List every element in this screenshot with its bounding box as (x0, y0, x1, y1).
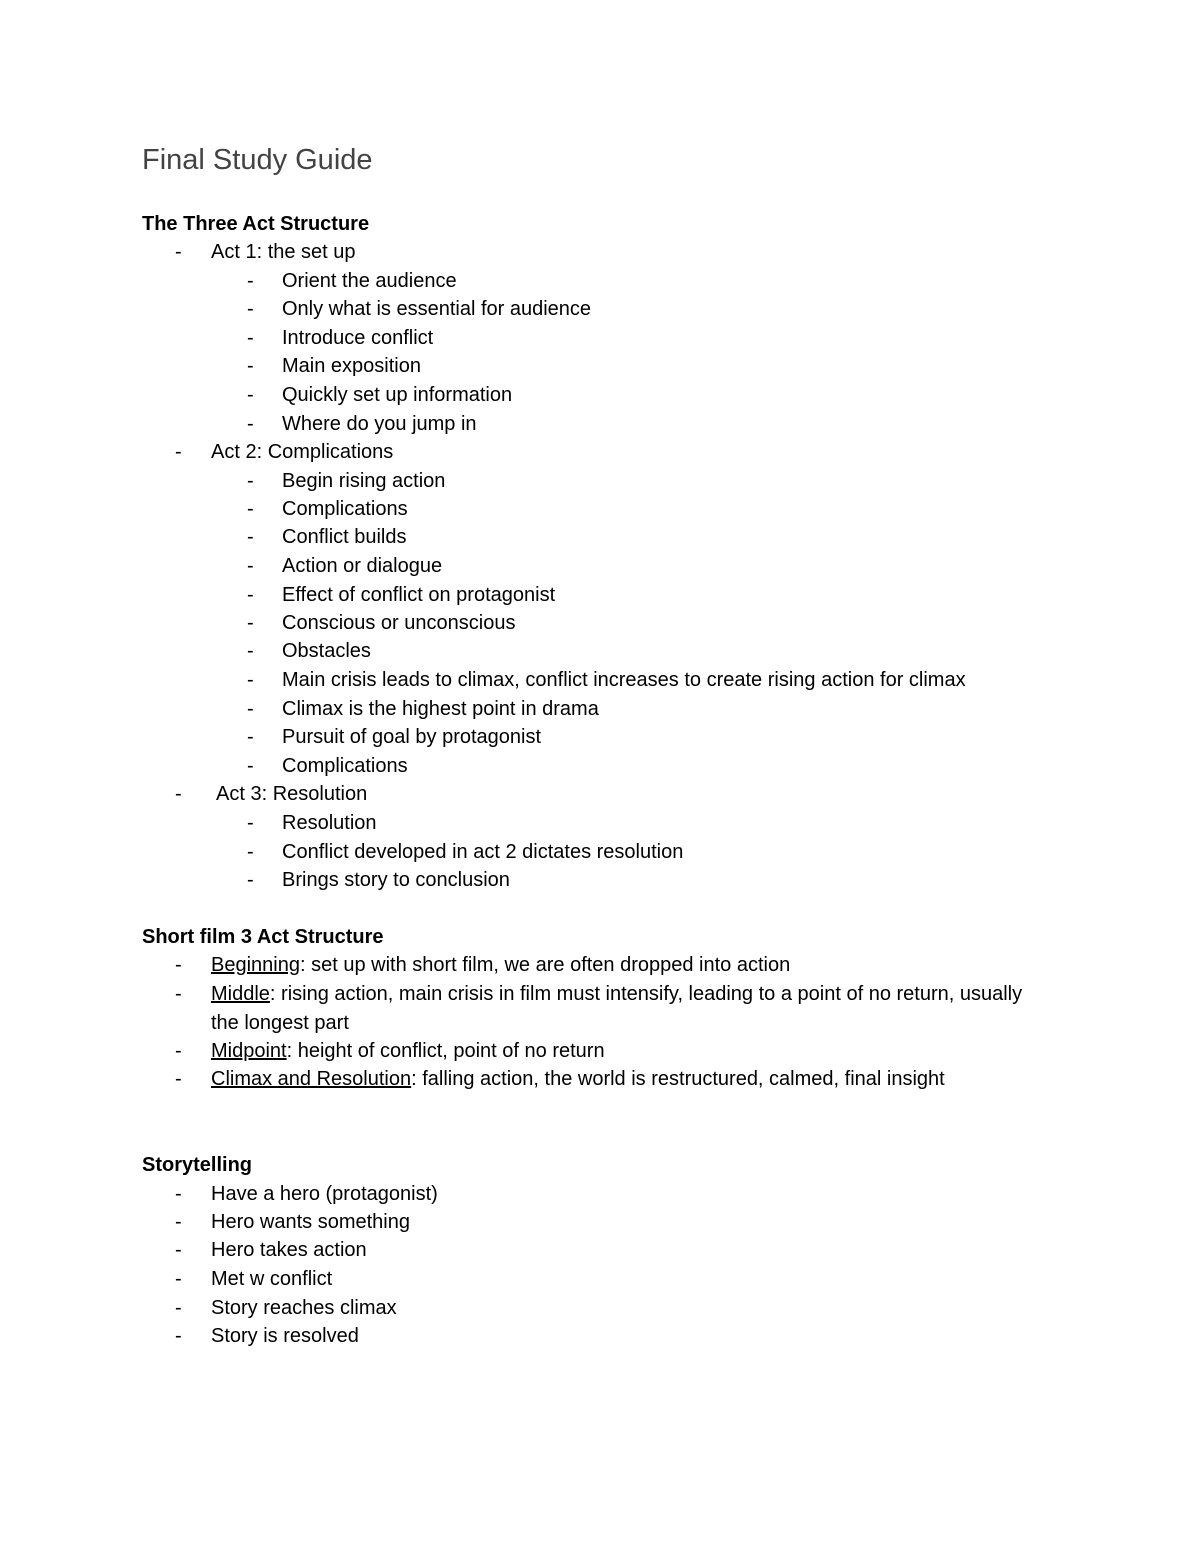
bullet-dash: - (175, 1068, 182, 1090)
list-item-text: Effect of conflict on protagonist (282, 584, 556, 606)
act-item (175, 438, 394, 467)
list-item-text: Story is resolved (211, 1325, 359, 1347)
bullet-dash: - (247, 384, 254, 406)
bullet-dash: - (247, 726, 254, 748)
list-item (175, 980, 1031, 1037)
list-item (247, 637, 371, 666)
list-item-text: Brings story to conclusion (282, 869, 510, 891)
list-item (247, 552, 443, 581)
bullet-dash: - (175, 1183, 182, 1205)
bullet-dash: - (247, 669, 254, 691)
bullet-dash: - (175, 954, 182, 976)
term: Climax and Resolution (211, 1068, 412, 1090)
bullet-dash: - (175, 983, 182, 1005)
bullet-dash: - (247, 413, 254, 435)
list-item (247, 267, 457, 296)
bullet-dash: - (247, 498, 254, 520)
list-item (247, 752, 408, 781)
bullet-dash: - (247, 270, 254, 292)
bullet-dash: - (247, 612, 254, 634)
list-item-text: Where do you jump in (282, 413, 477, 435)
definition: : height of conflict, point of no return (286, 1040, 605, 1062)
list-item (247, 467, 446, 496)
bullet-dash: - (247, 812, 254, 834)
bullet-dash: - (175, 1325, 182, 1347)
bullet-dash: - (247, 755, 254, 777)
list-item-text: Complications (282, 755, 408, 777)
list-item (175, 1037, 605, 1066)
bullet-dash: - (175, 441, 182, 463)
list-item-text: Obstacles (282, 640, 371, 662)
page-title: Final Study Guide (142, 144, 373, 176)
bullet-dash: - (247, 584, 254, 606)
bullet-dash: - (247, 355, 254, 377)
list-item-text: Complications (282, 498, 408, 520)
list-item-text: Conflict builds (282, 526, 407, 548)
bullet-dash: - (247, 640, 254, 662)
list-item-text: Main exposition (282, 355, 421, 377)
list-item (175, 1065, 945, 1094)
bullet-dash: - (247, 526, 254, 548)
list-item-text: Action or dialogue (282, 555, 443, 577)
list-item-text: Climax is the highest point in drama (282, 698, 599, 720)
bullet-dash: - (247, 555, 254, 577)
list-item-text: Introduce conflict (282, 327, 434, 349)
bullet-dash: - (247, 698, 254, 720)
term: Midpoint (211, 1040, 287, 1062)
list-item (247, 495, 408, 524)
list-item (175, 1236, 367, 1265)
list-item (247, 410, 477, 439)
act-label: Act 2: Complications (211, 441, 394, 463)
definition: : rising action, main crisis in film must intensify, leading to a point of no return, usually the longest part (211, 983, 1023, 1034)
list-item-text: Conscious or unconscious (282, 612, 516, 634)
section-heading-three-act: The Three Act Structure (142, 213, 370, 235)
list-item-text: Have a hero (protagonist) (211, 1183, 438, 1205)
list-item (247, 695, 599, 724)
bullet-dash: - (247, 869, 254, 891)
list-item (247, 381, 513, 410)
list-item-text: Main crisis leads to climax, conflict increases to create rising action for climax (282, 669, 966, 691)
bullet-dash: - (175, 1040, 182, 1062)
list-item (247, 523, 407, 552)
list-item (247, 809, 377, 838)
act-label: Act 3: Resolution (216, 783, 368, 805)
bullet-dash: - (175, 241, 182, 263)
list-item (247, 866, 510, 895)
bullet-dash: - (247, 298, 254, 320)
list-item-text: Orient the audience (282, 270, 457, 292)
act-item (175, 238, 356, 267)
definition: : falling action, the world is restructured, calmed, final insight (411, 1068, 945, 1090)
list-item-text: Hero takes action (211, 1239, 367, 1261)
list-item (247, 838, 684, 867)
list-item (247, 295, 592, 324)
list-item-text: Story reaches climax (211, 1297, 397, 1319)
list-item-text: Begin rising action (282, 470, 446, 492)
bullet-dash: - (175, 1268, 182, 1290)
act-item (175, 780, 368, 809)
bullet-dash: - (175, 1211, 182, 1233)
bullet-dash: - (175, 1239, 182, 1261)
list-item-text: Only what is essential for audience (282, 298, 592, 320)
section-heading-storytelling: Storytelling (142, 1154, 253, 1176)
list-item (247, 609, 516, 638)
list-item-text: Conflict developed in act 2 dictates resolution (282, 841, 684, 863)
bullet-dash: - (247, 327, 254, 349)
bullet-dash: - (175, 1297, 182, 1319)
list-item-text: Met w conflict (211, 1268, 333, 1290)
list-item-text: Resolution (282, 812, 377, 834)
list-item-text: Hero wants something (211, 1211, 410, 1233)
list-item (175, 1180, 438, 1209)
bullet-dash: - (175, 783, 182, 805)
term: Middle (211, 983, 270, 1005)
list-item-text: Pursuit of goal by protagonist (282, 726, 542, 748)
section-heading-short-film: Short film 3 Act Structure (142, 926, 384, 948)
list-item (175, 1208, 410, 1237)
list-item (247, 352, 421, 381)
list-item (247, 723, 542, 752)
list-item-text: Quickly set up information (282, 384, 513, 406)
list-item (247, 581, 556, 610)
list-item (175, 1322, 359, 1351)
list-item (247, 666, 966, 695)
list-item (247, 324, 434, 353)
act-label: Act 1: the set up (211, 241, 356, 263)
definition: : set up with short film, we are often dropped into action (299, 954, 791, 976)
list-item (175, 1265, 333, 1294)
list-item (175, 951, 791, 980)
bullet-dash: - (247, 841, 254, 863)
list-item (175, 1294, 397, 1323)
term: Beginning (211, 954, 300, 976)
bullet-dash: - (247, 470, 254, 492)
